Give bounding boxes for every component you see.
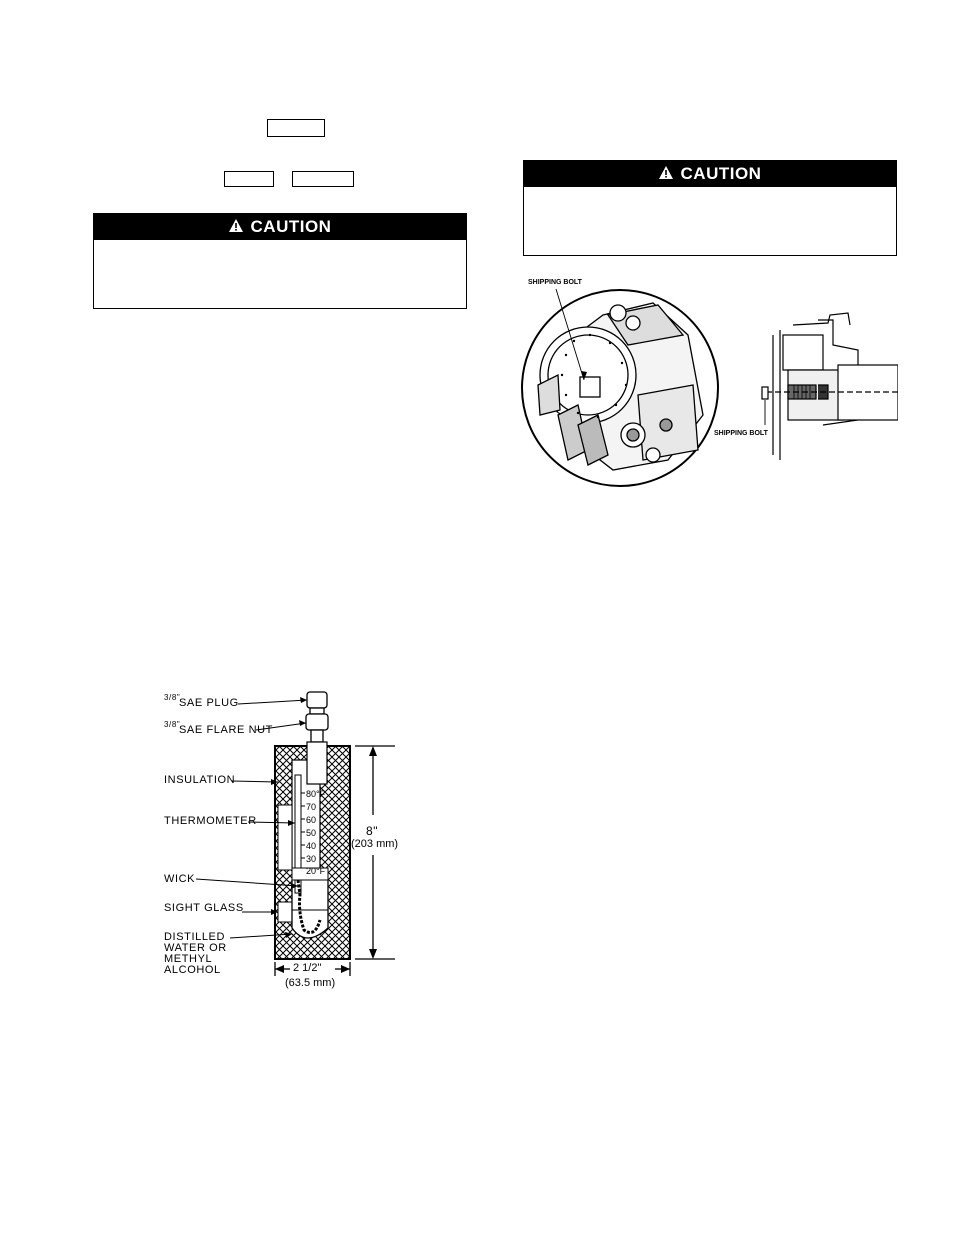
warning-triangle-icon xyxy=(229,217,243,237)
caution-title-right: CAUTION xyxy=(680,164,762,183)
reference-box-1 xyxy=(267,119,325,137)
scale-50: 50 xyxy=(306,828,317,838)
scale-60: 60 xyxy=(306,815,317,825)
scale-20: 20°F xyxy=(306,866,326,876)
caution-header-left xyxy=(94,214,466,240)
width-metric: (63.5 mm) xyxy=(285,977,336,989)
caution-box-left xyxy=(93,213,467,309)
liquid-label-4: ALCOHOL xyxy=(164,964,221,976)
flare-nut-label: SAE FLARE NUT xyxy=(179,724,273,736)
scale-80: 80°F xyxy=(306,789,326,799)
plug-label: SAE PLUG xyxy=(179,697,239,709)
liquid-label-3: METHYL xyxy=(164,953,213,965)
insulation-label: INSULATION xyxy=(164,774,236,786)
scale-70: 70 xyxy=(306,802,317,812)
shipping-bolt-label-side: SHIPPING BOLT xyxy=(714,430,768,437)
width-dimension: 2 1/2" xyxy=(293,962,322,974)
height-dimension: 8" xyxy=(366,824,379,838)
caution-header-right xyxy=(524,161,896,187)
caution-title-left: CAUTION xyxy=(250,217,332,236)
plug-fraction: 3/8" xyxy=(164,693,181,702)
caution-box-right xyxy=(523,160,897,256)
scale-30: 30 xyxy=(306,854,317,864)
wetbulb-figure xyxy=(150,680,420,1000)
liquid-label-2: WATER OR xyxy=(164,942,227,954)
liquid-label-1: DISTILLED xyxy=(164,931,226,943)
compressor-figure xyxy=(518,275,898,490)
reference-box-3 xyxy=(292,171,354,187)
shipping-bolt-label-top: SHIPPING BOLT xyxy=(528,279,582,286)
thermometer-label: THERMOMETER xyxy=(164,815,257,827)
sight-glass-label: SIGHT GLASS xyxy=(164,902,244,914)
wick-label: WICK xyxy=(164,873,196,885)
flare-nut-fraction: 3/8" xyxy=(164,720,181,729)
warning-triangle-icon xyxy=(659,164,673,184)
reference-box-2 xyxy=(224,171,274,187)
scale-40: 40 xyxy=(306,841,317,851)
compressor-illustration xyxy=(518,275,898,490)
height-metric: (203 mm) xyxy=(351,838,399,850)
